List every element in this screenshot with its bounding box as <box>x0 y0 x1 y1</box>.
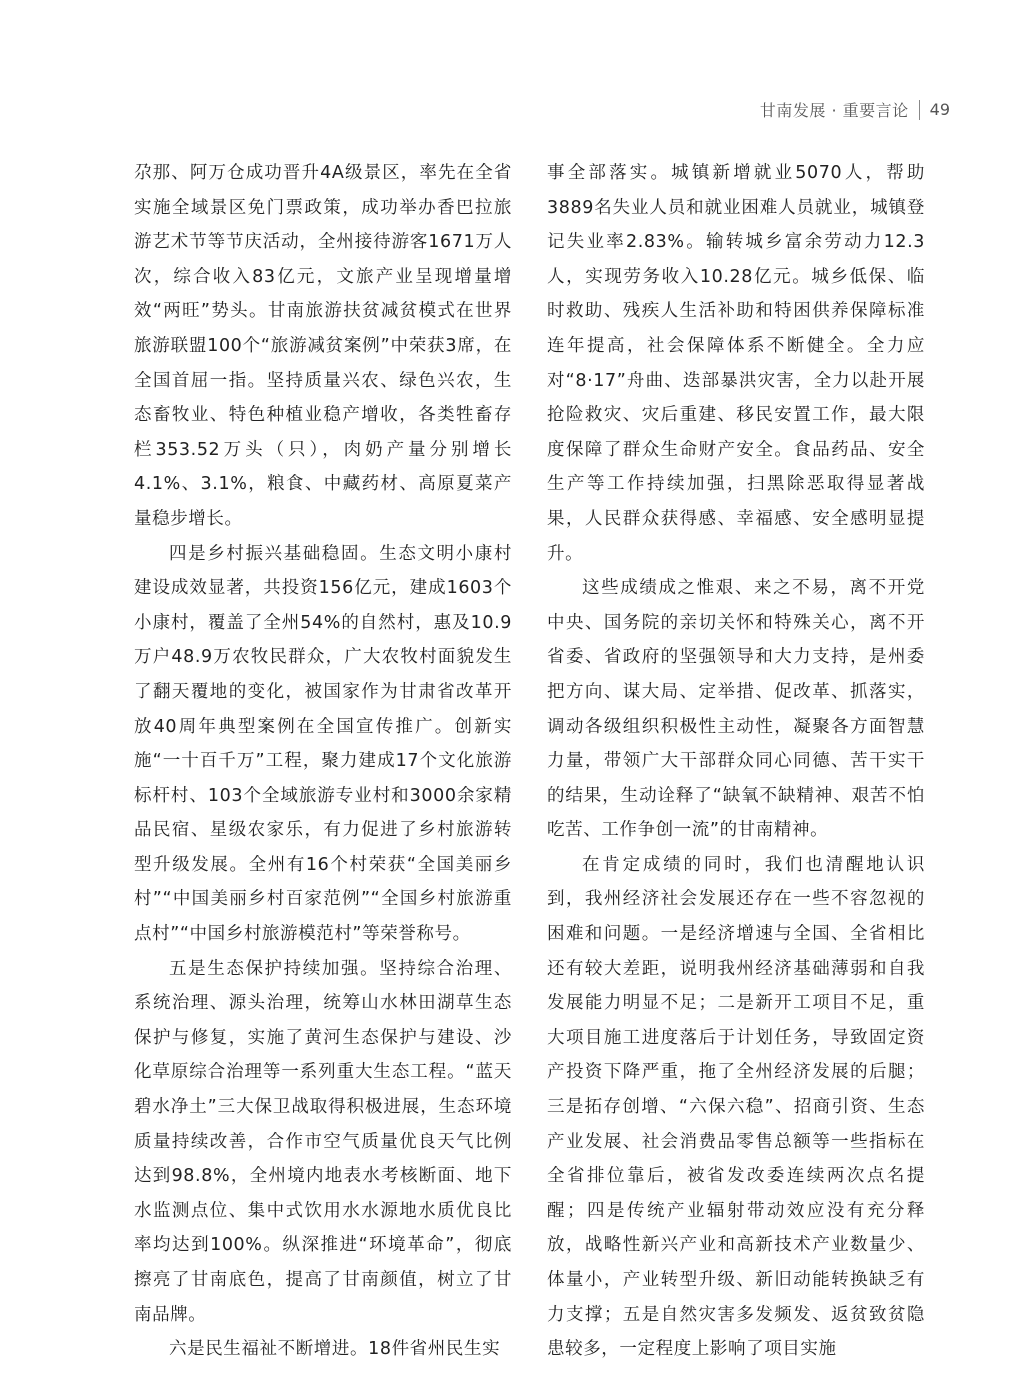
left-column <box>134 156 512 1367</box>
paragraph: 六是民生福祉不断增进。18件省州民生实 <box>169 1339 501 1360</box>
section-title: 甘南发展 · 重要言论 <box>759 101 909 120</box>
running-header <box>760 98 950 121</box>
page-number: 49 <box>929 100 950 119</box>
paragraph: 四是乡村振兴基础稳固。生态文明小康村建设成效显著，共投资156亿元，建成1603个小康村，覆盖了全州54%的自然村，惠及10.9万户48.9万农牧民群众，广大农牧村面貌发生了翻天覆地的变化，被国家作为甘肃省改革开放40周年典型案例在全国宣传推广。创新实施“一十百千万”工程，聚力建成17个文化旅游标杆村、103个全域旅游专业村和3000余家精品民宿、星级农家乐，有力促进了乡村旅游转型升级发展。全州有16个村荣获“全国美丽乡村”“中国美丽乡村百家范例”“全国乡村旅游重点村”“中国乡村旅游模范村”等荣誉称号。 <box>134 543 512 945</box>
paragraph: 五是生态保护持续加强。坚持综合治理、系统治理、源头治理，统筹山水林田湖草生态保护与修复，实施了黄河生态保护与建设、沙化草原综合治理等一系列重大生态工程。“蓝天碧水净土”三大保卫战取得积极进展，生态环境质量持续改善，合作市空气质量优良天气比例达到98.8%，全州境内地表水考核断面、地下水监测点位、集中式饮用水水源地水质优良比率均达到100%。纵深推进“环境革命”，彻底擦亮了甘南底色，提高了甘南颜值，树立了甘南品牌。 <box>134 958 512 1325</box>
paragraph: 尕那、阿万仓成功晋升4A级景区，率先在全省实施全域景区免门票政策，成功举办香巴拉旅游艺术节等节庆活动，全州接待游客1671万人次，综合收入83亿元，文旅产业呈现增量增效“两旺”势头。甘南旅游扶贫减贫模式在世界旅游联盟100个“旅游减贫案例”中荣获3席，在全国首屈一指。坚持质量兴农、绿色兴农，生态畜牧业、特色种植业稳产增收，各类牲畜存栏353.52万头（只），肉奶产量分别增长4.1%、3.1%，粮食、中藏药材、高原夏菜产量稳步增长。 <box>134 163 512 529</box>
header-divider <box>919 100 920 120</box>
paragraph: 事全部落实。城镇新增就业5070人，帮助3889名失业人员和就业困难人员就业，城镇登记失业率2.83%。输转城乡富余劳动力12.3人，实现劳务收入10.28亿元。城乡低保、临时救助、残疾人生活补助和特困供养保障标准连年提高，社会保障体系不断健全。全力应对“8·17”舟曲、迭部暴洪灾害，全力以赴开展抢险救灾、灾后重建、移民安置工作，最大限度保障了群众生命财产安全。食品药品、安全生产等工作持续加强，扫黑除恶取得显著战果，人民群众获得感、幸福感、安全感明显提升。 <box>547 163 925 564</box>
paragraph: 在肯定成绩的同时，我们也清醒地认识到，我州经济社会发展还存在一些不容忽视的困难和问题。一是经济增速与全国、全省相比还有较大差距，说明我州经济基础薄弱和自我发展能力明显不足；二是新开工项目不足，重大项目施工进度落后于计划任务，导致固定资产投资下降严重，拖了全州经济发展的后腿；三是拓存创增、“六保六稳”、招商引资、生态产业发展、社会消费品零售总额等一些指标在全省排位靠后，被省发改委连续两次点名提醒；四是传统产业辐射带动效应没有充分释放，战略性新兴产业和高新技术产业数量少、体量小，产业转型升级、新旧动能转换缺乏有力支撑；五是自然灾害多发频发、返贫致贫隐患较多，一定程度上影响了项目实施 <box>547 854 925 1360</box>
right-column <box>547 156 925 1367</box>
paragraph: 这些成绩成之惟艰、来之不易，离不开党中央、国务院的亲切关怀和特殊关心，离不开省委、省政府的坚强领导和大力支持，是州委把方向、谋大局、定举措、促改革、抓落实，调动各级组织积极性主动性，凝聚各方面智慧力量，带领广大干部群众同心同德、苦干实干的结果，生动诠释了“缺氧不缺精神、艰苦不怕吃苦、工作争创一流”的甘南精神。 <box>547 578 925 841</box>
